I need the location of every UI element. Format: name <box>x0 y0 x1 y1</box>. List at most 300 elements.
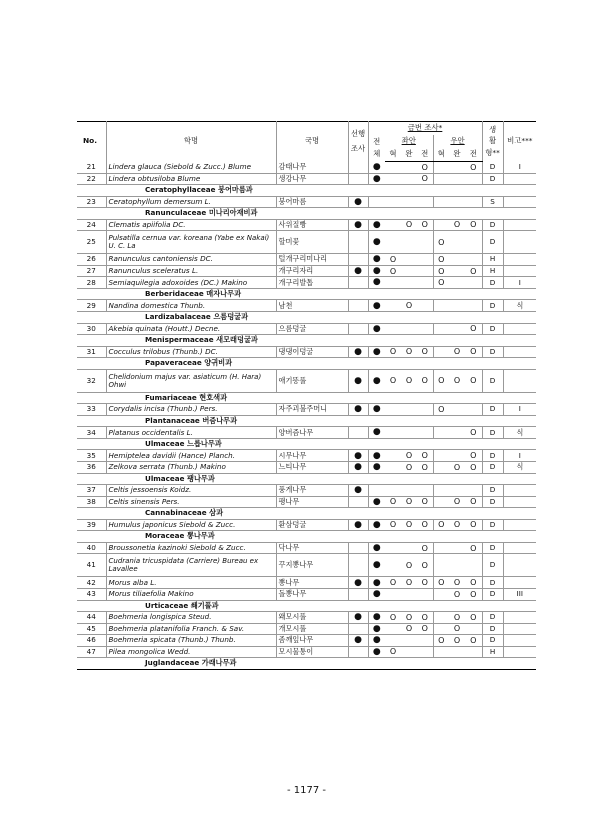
survey-mark-left-wan: O <box>401 369 417 392</box>
species-row <box>77 462 536 474</box>
survey-mark-right-jeon <box>465 404 482 416</box>
survey-mark-left-hyeok <box>385 323 401 335</box>
survey-mark-left-hyeok <box>385 404 401 416</box>
scientific-name: Broussonetia kazinoki Siebold & Zucc. <box>106 542 276 554</box>
species-number: 24 <box>77 219 106 231</box>
remarks <box>503 485 536 497</box>
survey-mark-left-wan: O <box>401 519 417 531</box>
family-row <box>77 185 536 197</box>
species-row <box>77 623 536 635</box>
korean-name: 으름덩굴 <box>276 323 348 335</box>
survey-mark-right-hyeok <box>433 646 449 658</box>
survey-mark-left-jeon: O <box>417 554 433 577</box>
scientific-name: Nandina domestica Thunb. <box>106 300 276 312</box>
survey-mark-right-hyeok <box>433 450 449 462</box>
survey-mark-left-jeon: O <box>417 519 433 531</box>
header-korean-name: 국명 <box>276 122 348 162</box>
survey-mark-right-hyeok <box>433 623 449 635</box>
prior-study-mark: ● <box>348 369 368 392</box>
species-row <box>77 231 536 254</box>
species-table <box>77 121 536 670</box>
family-korean-name: 매자나무과 <box>206 289 242 299</box>
survey-mark-right-wan <box>449 404 465 416</box>
survey-mark-right-hyeok <box>433 427 449 439</box>
family-latin-name: Ulmaceae <box>145 473 185 483</box>
family-latin-name: Lardizabalaceae <box>145 312 211 322</box>
korean-name: 남천 <box>276 300 348 312</box>
family-name <box>77 208 536 220</box>
species-number: 23 <box>77 196 106 208</box>
survey-mark-left-hyeok <box>385 277 401 289</box>
survey-mark-left-wan <box>401 265 417 277</box>
scientific-name: Lindera glauca (Siebold & Zucc.) Blume <box>106 162 276 174</box>
species-number: 47 <box>77 646 106 658</box>
scientific-name: Boehmeria longispica Steud. <box>106 612 276 624</box>
species-number: 43 <box>77 588 106 600</box>
prior-study-mark <box>348 588 368 600</box>
prior-study-mark <box>348 427 368 439</box>
survey-mark-total: ● <box>368 542 385 554</box>
remarks: I <box>503 277 536 289</box>
survey-mark-left-wan: O <box>401 450 417 462</box>
korean-name: 개구리발톱 <box>276 277 348 289</box>
prior-study-mark: ● <box>348 219 368 231</box>
survey-mark-right-hyeok <box>433 300 449 312</box>
survey-mark-left-jeon <box>417 300 433 312</box>
header-life-form-line1: 생 <box>488 124 497 134</box>
species-number: 35 <box>77 450 106 462</box>
survey-mark-left-wan <box>401 254 417 266</box>
survey-mark-right-hyeok <box>433 346 449 358</box>
prior-study-mark <box>348 646 368 658</box>
life-form: D <box>482 404 503 416</box>
survey-mark-left-wan <box>401 173 417 185</box>
survey-mark-right-jeon: O <box>465 346 482 358</box>
survey-mark-left-jeon <box>417 485 433 497</box>
remarks <box>503 196 536 208</box>
survey-mark-left-wan <box>401 485 417 497</box>
survey-mark-left-wan: O <box>401 612 417 624</box>
header-left-jeon: 전 <box>417 148 433 162</box>
survey-mark-left-hyeok: O <box>385 612 401 624</box>
family-latin-name: Menispermaceae <box>145 335 214 345</box>
family-latin-name: Ranunculaceae <box>145 208 207 218</box>
korean-name: 댕댕이덩굴 <box>276 346 348 358</box>
page-number: - 1177 - <box>286 785 327 796</box>
survey-mark-right-hyeok: O <box>433 254 449 266</box>
survey-mark-left-hyeok <box>385 162 401 174</box>
survey-mark-right-hyeok <box>433 496 449 508</box>
species-number: 39 <box>77 519 106 531</box>
species-number: 21 <box>77 162 106 174</box>
scientific-name: Celtis jessoensis Koidz. <box>106 485 276 497</box>
life-form: D <box>482 554 503 577</box>
family-korean-name: 붕어마름과 <box>218 185 253 195</box>
survey-mark-left-jeon <box>417 323 433 335</box>
survey-mark-left-jeon: O <box>417 173 433 185</box>
header-no: No. <box>77 122 106 162</box>
family-latin-name: Moraceae <box>145 531 185 541</box>
survey-mark-left-wan <box>401 646 417 658</box>
survey-mark-left-jeon <box>417 646 433 658</box>
family-latin-name: Cannabinaceae <box>145 508 207 518</box>
survey-mark-total: ● <box>368 646 385 658</box>
survey-mark-total: ● <box>368 635 385 647</box>
survey-mark-right-hyeok: O <box>433 635 449 647</box>
korean-name: 좀깨잎나무 <box>276 635 348 647</box>
survey-mark-left-jeon: O <box>417 623 433 635</box>
korean-name: 환삼덩굴 <box>276 519 348 531</box>
survey-mark-left-hyeok: O <box>385 265 401 277</box>
survey-mark-left-hyeok: O <box>385 369 401 392</box>
species-row <box>77 346 536 358</box>
scientific-name: Boehmeria platanifolia Franch. & Sav. <box>106 623 276 635</box>
header-prior-study-line2: 조사 <box>350 143 366 153</box>
survey-mark-right-hyeok <box>433 162 449 174</box>
header-remarks: 비고*** <box>503 122 536 162</box>
korean-name: 느티나무 <box>276 462 348 474</box>
survey-mark-right-wan: O <box>449 496 465 508</box>
korean-name: 감태나무 <box>276 162 348 174</box>
family-latin-name: Ulmaceae <box>145 439 185 449</box>
header-current-survey: 금번 조사* <box>368 122 482 136</box>
scientific-name: Pulsatilla cernua var. koreana (Yabe ex Nakai) U. C. La <box>106 231 276 254</box>
species-row <box>77 219 536 231</box>
family-row <box>77 208 536 220</box>
survey-mark-left-hyeok <box>385 173 401 185</box>
survey-mark-left-jeon: O <box>417 577 433 589</box>
family-row <box>77 508 536 520</box>
species-row <box>77 588 536 600</box>
survey-mark-right-wan: O <box>449 369 465 392</box>
survey-mark-right-jeon: O <box>465 577 482 589</box>
korean-name: 닥나무 <box>276 542 348 554</box>
scientific-name: Hemiptelea davidii (Hance) Planch. <box>106 450 276 462</box>
family-row <box>77 531 536 543</box>
korean-name: 애기똥풀 <box>276 369 348 392</box>
remarks <box>503 323 536 335</box>
survey-mark-left-wan <box>401 196 417 208</box>
survey-mark-right-wan <box>449 162 465 174</box>
scientific-name: Semiaquilegia adoxoides (DC.) Makino <box>106 277 276 289</box>
family-row <box>77 438 536 450</box>
prior-study-mark <box>348 277 368 289</box>
survey-mark-right-wan: O <box>449 588 465 600</box>
survey-mark-left-jeon <box>417 427 433 439</box>
survey-mark-left-hyeok <box>385 588 401 600</box>
survey-mark-right-jeon <box>465 196 482 208</box>
survey-mark-right-wan: O <box>449 612 465 624</box>
family-row <box>77 312 536 324</box>
family-name <box>77 335 536 347</box>
header-scientific-name: 학명 <box>106 122 276 162</box>
survey-mark-right-hyeok <box>433 219 449 231</box>
species-number: 29 <box>77 300 106 312</box>
species-number: 44 <box>77 612 106 624</box>
family-row <box>77 335 536 347</box>
remarks <box>503 346 536 358</box>
species-row <box>77 196 536 208</box>
survey-mark-total: ● <box>368 254 385 266</box>
species-number: 36 <box>77 462 106 474</box>
scientific-name: Akebia quinata (Houtt.) Decne. <box>106 323 276 335</box>
korean-name: 털개구리미나리 <box>276 254 348 266</box>
survey-mark-right-jeon <box>465 646 482 658</box>
survey-mark-total: ● <box>368 346 385 358</box>
family-name <box>77 312 536 324</box>
species-row <box>77 612 536 624</box>
prior-study-mark: ● <box>348 450 368 462</box>
survey-mark-left-wan: O <box>401 496 417 508</box>
header-right-jeon: 전 <box>465 148 482 162</box>
survey-mark-left-hyeok <box>385 623 401 635</box>
species-row <box>77 254 536 266</box>
prior-study-mark <box>348 323 368 335</box>
family-latin-name: Fumariaceae <box>145 392 197 402</box>
family-name <box>77 508 536 520</box>
scientific-name: Corydalis incisa (Thunb.) Pers. <box>106 404 276 416</box>
survey-mark-left-hyeok <box>385 196 401 208</box>
prior-study-mark <box>348 162 368 174</box>
survey-mark-left-wan: O <box>401 462 417 474</box>
species-row <box>77 404 536 416</box>
species-row <box>77 635 536 647</box>
survey-mark-right-wan <box>449 646 465 658</box>
survey-mark-right-hyeok <box>433 588 449 600</box>
survey-mark-total: ● <box>368 496 385 508</box>
survey-mark-left-jeon <box>417 588 433 600</box>
life-form: H <box>482 265 503 277</box>
survey-mark-left-jeon: O <box>417 219 433 231</box>
remarks <box>503 623 536 635</box>
survey-mark-left-jeon <box>417 404 433 416</box>
family-row <box>77 658 536 670</box>
korean-name: 뽕나무 <box>276 577 348 589</box>
korean-name: 왜모시풀 <box>276 612 348 624</box>
prior-study-mark <box>348 300 368 312</box>
prior-study-mark <box>348 554 368 577</box>
remarks <box>503 542 536 554</box>
survey-mark-left-wan: O <box>401 623 417 635</box>
table-header <box>77 122 536 162</box>
survey-mark-left-hyeok <box>385 231 401 254</box>
survey-mark-left-hyeok <box>385 635 401 647</box>
survey-mark-right-wan <box>449 277 465 289</box>
survey-mark-left-jeon <box>417 635 433 647</box>
family-korean-name: 미나리아재비과 <box>208 208 258 218</box>
survey-mark-right-jeon: O <box>465 162 482 174</box>
survey-mark-right-jeon: O <box>465 427 482 439</box>
survey-mark-left-wan <box>401 323 417 335</box>
life-form: S <box>482 196 503 208</box>
family-row <box>77 392 536 404</box>
life-form: D <box>482 369 503 392</box>
survey-mark-left-wan: O <box>401 554 417 577</box>
prior-study-mark <box>348 623 368 635</box>
survey-mark-left-hyeok <box>385 485 401 497</box>
scientific-name: Boehmeria spicata (Thunb.) Thunb. <box>106 635 276 647</box>
family-name <box>77 473 536 485</box>
remarks <box>503 231 536 254</box>
life-form: D <box>482 277 503 289</box>
family-korean-name: 으름덩굴과 <box>213 312 249 322</box>
survey-mark-right-hyeok <box>433 323 449 335</box>
survey-mark-right-wan <box>449 554 465 577</box>
remarks <box>503 173 536 185</box>
header-total-line2: 체 <box>373 148 381 158</box>
prior-study-mark: ● <box>348 462 368 474</box>
survey-mark-left-wan <box>401 588 417 600</box>
remarks <box>503 369 536 392</box>
scientific-name: Morus alba L. <box>106 577 276 589</box>
korean-name: 사위질빵 <box>276 219 348 231</box>
survey-mark-right-hyeok: O <box>433 231 449 254</box>
survey-mark-total: ● <box>368 427 385 439</box>
prior-study-mark: ● <box>348 612 368 624</box>
remarks: I <box>503 450 536 462</box>
remarks <box>503 265 536 277</box>
survey-mark-right-jeon <box>465 173 482 185</box>
survey-mark-right-jeon <box>465 231 482 254</box>
species-number: 34 <box>77 427 106 439</box>
species-number: 25 <box>77 231 106 254</box>
survey-mark-right-jeon: O <box>465 462 482 474</box>
species-number: 42 <box>77 577 106 589</box>
family-latin-name: Ceratophyllaceae <box>145 185 216 195</box>
survey-mark-left-jeon <box>417 277 433 289</box>
survey-mark-left-hyeok <box>385 219 401 231</box>
family-korean-name: 가래나무과 <box>201 658 237 668</box>
scientific-name: Cudrania tricuspidata (Carriere) Bureau ex Lavallee <box>106 554 276 577</box>
species-row <box>77 265 536 277</box>
survey-mark-right-jeon <box>465 554 482 577</box>
survey-mark-left-hyeok <box>385 462 401 474</box>
survey-mark-total: ● <box>368 173 385 185</box>
family-name <box>77 658 536 670</box>
survey-mark-total: ● <box>368 623 385 635</box>
species-row <box>77 369 536 392</box>
survey-mark-total: ● <box>368 265 385 277</box>
species-number: 31 <box>77 346 106 358</box>
species-number: 26 <box>77 254 106 266</box>
survey-mark-right-hyeok <box>433 612 449 624</box>
survey-mark-left-wan: O <box>401 577 417 589</box>
family-name <box>77 531 536 543</box>
header-life-form-line2: 활 <box>488 136 497 146</box>
life-form: D <box>482 323 503 335</box>
survey-mark-total: ● <box>368 231 385 254</box>
survey-mark-left-hyeok <box>385 427 401 439</box>
korean-name: 시무나무 <box>276 450 348 462</box>
scientific-name: Ranunculus sceleratus L. <box>106 265 276 277</box>
survey-mark-right-hyeok <box>433 554 449 577</box>
survey-mark-total: ● <box>368 277 385 289</box>
survey-mark-left-jeon: O <box>417 612 433 624</box>
survey-mark-total: ● <box>368 450 385 462</box>
korean-name: 붕어마름 <box>276 196 348 208</box>
survey-mark-left-jeon: O <box>417 542 433 554</box>
survey-mark-right-wan <box>449 254 465 266</box>
survey-mark-left-wan: O <box>401 300 417 312</box>
survey-mark-left-jeon <box>417 231 433 254</box>
family-korean-name: 버즘나무과 <box>202 415 238 425</box>
prior-study-mark <box>348 173 368 185</box>
survey-mark-right-hyeok: O <box>433 277 449 289</box>
family-name <box>77 392 536 404</box>
survey-mark-left-hyeok <box>385 300 401 312</box>
life-form: D <box>482 588 503 600</box>
species-number: 38 <box>77 496 106 508</box>
korean-name: 꾸지뽕나무 <box>276 554 348 577</box>
survey-mark-left-wan <box>401 277 417 289</box>
species-number: 46 <box>77 635 106 647</box>
survey-mark-left-jeon <box>417 254 433 266</box>
survey-mark-left-jeon: O <box>417 496 433 508</box>
survey-mark-right-jeon: O <box>465 450 482 462</box>
survey-mark-right-wan <box>449 231 465 254</box>
survey-mark-right-jeon <box>465 300 482 312</box>
scientific-name: Ceratophyllum demersum L. <box>106 196 276 208</box>
species-row <box>77 646 536 658</box>
life-form: H <box>482 646 503 658</box>
family-korean-name: 쐐기풀과 <box>190 600 219 610</box>
family-row <box>77 600 536 612</box>
survey-mark-total <box>368 196 385 208</box>
species-number: 37 <box>77 485 106 497</box>
survey-mark-right-wan <box>449 265 465 277</box>
survey-mark-right-hyeok <box>433 542 449 554</box>
species-row <box>77 554 536 577</box>
species-number: 30 <box>77 323 106 335</box>
survey-mark-right-wan <box>449 450 465 462</box>
survey-mark-left-hyeok <box>385 554 401 577</box>
survey-mark-total <box>368 485 385 497</box>
survey-mark-left-hyeok <box>385 542 401 554</box>
survey-mark-total: ● <box>368 462 385 474</box>
species-row <box>77 173 536 185</box>
survey-mark-right-hyeok <box>433 196 449 208</box>
survey-mark-left-wan <box>401 231 417 254</box>
family-korean-name: 삼과 <box>209 508 224 518</box>
survey-mark-total: ● <box>368 369 385 392</box>
korean-name: 생강나무 <box>276 173 348 185</box>
survey-mark-right-hyeok: O <box>433 577 449 589</box>
survey-mark-left-hyeok: O <box>385 577 401 589</box>
survey-mark-right-jeon <box>465 277 482 289</box>
survey-mark-total: ● <box>368 162 385 174</box>
species-row <box>77 323 536 335</box>
scientific-name: Zelkova serrata (Thunb.) Makino <box>106 462 276 474</box>
survey-mark-right-wan: O <box>449 462 465 474</box>
remarks <box>503 519 536 531</box>
species-row <box>77 427 536 439</box>
species-number: 32 <box>77 369 106 392</box>
life-form: D <box>482 577 503 589</box>
korean-name: 풍게나무 <box>276 485 348 497</box>
family-name <box>77 358 536 370</box>
header-left-bank: 좌안 <box>385 135 433 148</box>
species-number: 22 <box>77 173 106 185</box>
life-form: D <box>482 623 503 635</box>
header-left-wan: 완 <box>401 148 417 162</box>
survey-mark-left-jeon: O <box>417 450 433 462</box>
life-form: D <box>482 450 503 462</box>
prior-study-mark: ● <box>348 577 368 589</box>
species-row <box>77 300 536 312</box>
header-left-hyeok: 혁 <box>385 148 401 162</box>
species-row <box>77 450 536 462</box>
survey-mark-total: ● <box>368 577 385 589</box>
